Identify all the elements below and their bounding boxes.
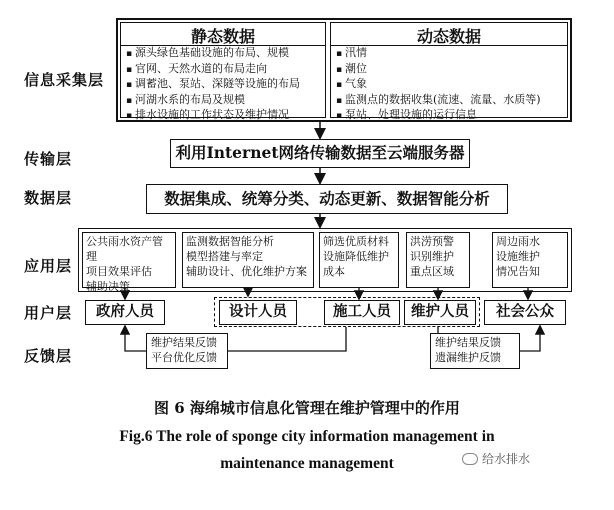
dynamic-data-item: ▪ 泵站、处理设施的运行信息: [336, 108, 541, 124]
layer-label-data: 数据层: [24, 189, 73, 207]
application-line: 辅助决策: [86, 280, 130, 293]
transport-box: 利用Internet网络传输数据至云端服务器: [170, 139, 470, 168]
application-line: 情况告知: [496, 265, 540, 278]
application-line: 设施降低维护: [323, 250, 389, 263]
dynamic-data-item: ▪ 监测点的数据收集(流速、流量、水质等): [336, 93, 541, 109]
user-box-maintainer: 维护人员: [404, 300, 476, 325]
static-data-item: ▪ 官网、天然水道的布局走向: [126, 62, 300, 78]
static-data-item: ▪ 排水设施的工作状态及维护情况: [126, 108, 300, 124]
watermark-text: 给水排水: [482, 452, 531, 466]
user-box-constructor: 施工人员: [324, 300, 400, 325]
feedback-loop-right-return: [520, 327, 540, 351]
application-line: 识别维护: [410, 250, 454, 263]
application-line: 洪涝预警: [410, 235, 454, 248]
dynamic-data-title: 动态数据: [416, 27, 481, 46]
layer-label-application: 应用层: [24, 257, 73, 275]
watermark: [462, 450, 530, 467]
figure-caption-en-line1: Fig.6 The role of sponge city information management in: [119, 428, 495, 445]
static-data-item: ▪ 河湖水系的布局及规模: [126, 93, 300, 109]
layer-label-feedback: 反馈层: [24, 347, 73, 365]
layer-label-transport: 传输层: [24, 150, 73, 168]
application-line: 项目效果评估: [86, 265, 152, 278]
user-box-designer: 设计人员: [219, 300, 297, 325]
static-data-item: ▪ 调蓄池、泵站、深隧等设施的布局: [126, 77, 300, 93]
user-box-public: 社会公众: [484, 300, 566, 325]
application-line: 公共雨水资产管理: [86, 235, 163, 263]
dynamic-data-item: ▪ 潮位: [336, 62, 541, 78]
feedback-loop-left-return: [125, 327, 146, 351]
application-line: 筛选优质材料: [323, 235, 389, 248]
feedback-line: 遗漏维护反馈: [435, 351, 501, 364]
application-line: 周边雨水: [496, 235, 540, 248]
figure-caption-cn: 图 6 海绵城市信息化管理在维护管理中的作用: [154, 399, 460, 417]
feedback-line: 维护结果反馈: [435, 336, 501, 349]
application-line: 成本: [323, 265, 345, 278]
static-data-item: ▪ 源头绿色基础设施的布局、规模: [126, 46, 300, 62]
application-line: 设施维护: [496, 250, 540, 263]
application-line: 重点区域: [410, 265, 454, 278]
wechat-icon: [462, 453, 478, 465]
data-processing-box: 数据集成、统筹分类、动态更新、数据智能分析: [146, 184, 508, 214]
layer-label-user: 用户层: [24, 304, 73, 322]
feedback-loop-left: [228, 327, 346, 351]
application-line: 监测数据智能分析: [186, 235, 274, 248]
user-box-government: 政府人员: [85, 300, 165, 325]
feedback-line: 维护结果反馈: [151, 336, 217, 349]
dynamic-data-item: ▪ 气象: [336, 77, 541, 93]
application-line: 辅助设计、优化维护方案: [186, 265, 307, 278]
static-data-title: 静态数据: [190, 27, 255, 46]
application-line: 模型搭建与率定: [186, 250, 263, 263]
dynamic-data-item: ▪ 汛情: [336, 46, 541, 62]
feedback-line: 平台优化反馈: [151, 351, 217, 364]
layer-label-collection: 信息采集层: [24, 71, 105, 89]
figure-caption-en-line2: maintenance management: [220, 455, 394, 472]
